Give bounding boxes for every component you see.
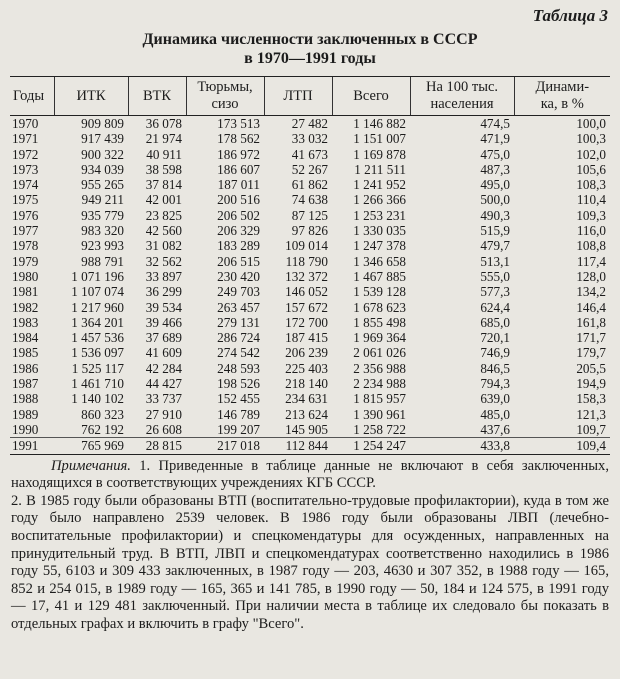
cell-vtk: 36 078 bbox=[145, 116, 182, 131]
cell-ltp: 33 032 bbox=[291, 131, 328, 147]
cell-dynamics: 100,0 bbox=[576, 116, 606, 131]
cell-itk: 917 439 bbox=[81, 131, 124, 147]
table-row bbox=[10, 131, 610, 146]
cell-vtk: 31 082 bbox=[145, 238, 182, 254]
cell-ltp: 61 862 bbox=[291, 177, 328, 193]
cell-year: 1971 bbox=[12, 131, 39, 147]
cell-total: 1 258 722 bbox=[353, 421, 406, 437]
cell-dynamics: 102,0 bbox=[576, 146, 606, 162]
cell-itk: 1 364 201 bbox=[71, 314, 124, 330]
note-1-text: 1. Приведенные в таблице данные не включают в себя заключенных, находящихся в соответствующих учреждениях КГБ СССР. bbox=[11, 457, 609, 492]
cell-per100k: 555,0 bbox=[480, 268, 510, 284]
cell-year: 1989 bbox=[12, 406, 39, 422]
header-dynamics bbox=[514, 77, 610, 116]
cell-vtk: 23 825 bbox=[145, 207, 182, 223]
table-row bbox=[10, 407, 610, 422]
header-per100k bbox=[410, 77, 514, 116]
cell-dynamics: 179,7 bbox=[576, 345, 606, 361]
table-row bbox=[10, 361, 610, 376]
cell-dynamics: 110,4 bbox=[576, 192, 606, 208]
cell-prisons: 274 542 bbox=[217, 345, 260, 361]
cell-per100k: 474,5 bbox=[480, 116, 510, 131]
cell-vtk: 40 911 bbox=[146, 146, 182, 162]
cell-year: 1986 bbox=[12, 360, 39, 376]
cell-per100k: 685,0 bbox=[480, 314, 510, 330]
cell-total: 2 061 026 bbox=[353, 345, 406, 361]
cell-total: 1 815 957 bbox=[353, 391, 406, 407]
cell-itk: 935 779 bbox=[81, 207, 124, 223]
cell-dynamics: 194,9 bbox=[576, 376, 606, 392]
cell-prisons: 230 420 bbox=[217, 268, 260, 284]
cell-per100k: 437,6 bbox=[480, 421, 510, 437]
cell-year: 1977 bbox=[12, 223, 39, 239]
cell-itk: 765 969 bbox=[54, 438, 128, 454]
cell-year: 1988 bbox=[12, 391, 39, 407]
cell-total: 2 234 988 bbox=[353, 376, 406, 392]
cell-year: 1990 bbox=[12, 421, 39, 437]
cell-total: 1 151 007 bbox=[353, 131, 406, 147]
cell-itk: 955 265 bbox=[81, 177, 124, 193]
cell-per100k: 513,1 bbox=[480, 253, 510, 269]
cell-itk: 934 039 bbox=[81, 161, 124, 177]
cell-total: 1 346 658 bbox=[353, 253, 406, 269]
cell-per100k: 577,3 bbox=[480, 284, 510, 300]
cell-total: 1 211 511 bbox=[354, 161, 406, 177]
cell-vtk: 26 608 bbox=[145, 421, 182, 437]
cell-prisons: 200 516 bbox=[217, 192, 260, 208]
cell-prisons: 198 526 bbox=[217, 376, 260, 392]
cell-dynamics: 100,3 bbox=[576, 131, 606, 147]
cell-prisons: 187 011 bbox=[217, 177, 260, 193]
cell-ltp: 74 638 bbox=[291, 192, 328, 208]
cell-vtk: 41 609 bbox=[145, 345, 182, 361]
cell-vtk: 32 562 bbox=[145, 253, 182, 269]
header-dynamics-line2: ка, в % bbox=[540, 96, 584, 112]
cell-ltp: 206 239 bbox=[285, 345, 328, 361]
cell-total: 1 390 961 bbox=[353, 406, 406, 422]
cell-vtk: 42 560 bbox=[145, 223, 182, 239]
cell-dynamics: 108,3 bbox=[576, 177, 606, 193]
table-row bbox=[10, 284, 610, 299]
cell-prisons: 178 562 bbox=[217, 131, 260, 147]
cell-prisons: 183 289 bbox=[217, 238, 260, 254]
cell-vtk: 33 737 bbox=[145, 391, 182, 407]
cell-year: 1991 bbox=[10, 438, 54, 454]
table-row bbox=[10, 300, 610, 315]
cell-prisons: 206 515 bbox=[217, 253, 260, 269]
cell-prisons: 248 593 bbox=[217, 360, 260, 376]
cell-ltp: 112 844 bbox=[264, 438, 332, 454]
table-row bbox=[10, 315, 610, 330]
table-row bbox=[10, 238, 610, 253]
cell-itk: 1 461 710 bbox=[71, 376, 124, 392]
cell-ltp: 145 905 bbox=[285, 421, 328, 437]
header-vtk: ВТК bbox=[128, 77, 186, 116]
note-2: 2. В 1985 году были образованы ВТП (воспитательно-трудовые профилактории), куда в том же году было направлено 2539 человек. В 1986 году были образованы ЛВП (лечебно-воспитательные профилактории) и спецкомендатуры для осужденных, направленных на принудительный труд. В ВТП, ЛВП и спецкомендатурах соответственно находились в 1986 году 55, 6103 и 309 433 заключенных, в 1987 году — 203, 4630 и 307 352, в 1988 году — 165, 852 и 254 015, в 1989 году — 165, 365 и 141 785, в 1990 году — 50, 184 и 124 575, в 1991 году — 17, 41 и 129 481 заключенный. При наличии места в таблице их следовало бы показать в отдельных графах и включить в графу "Всего". bbox=[11, 492, 609, 632]
cell-prisons: 279 131 bbox=[217, 314, 260, 330]
cell-prisons: 186 972 bbox=[217, 146, 260, 162]
cell-per100k: 490,3 bbox=[480, 207, 510, 223]
cell-ltp: 132 372 bbox=[285, 268, 328, 284]
cell-itk: 923 993 bbox=[81, 238, 124, 254]
header-per100k-line2: населения bbox=[430, 96, 494, 112]
cell-per100k: 471,9 bbox=[480, 131, 510, 147]
cell-vtk: 21 974 bbox=[145, 131, 182, 147]
cell-dynamics: 171,7 bbox=[576, 330, 606, 346]
cell-per100k: 624,4 bbox=[480, 299, 510, 315]
header-ltp: ЛТП bbox=[264, 77, 332, 116]
table-row bbox=[10, 254, 610, 269]
title-line-2: в 1970—1991 годы bbox=[244, 50, 376, 67]
cell-ltp: 41 673 bbox=[291, 146, 328, 162]
cell-year: 1970 bbox=[12, 116, 39, 131]
cell-ltp: 218 140 bbox=[285, 376, 328, 392]
cell-vtk: 33 897 bbox=[145, 268, 182, 284]
cell-vtk: 39 466 bbox=[145, 314, 182, 330]
table-row bbox=[10, 147, 610, 162]
cell-prisons: 173 513 bbox=[217, 116, 260, 131]
note-1 bbox=[11, 458, 609, 493]
cell-prisons: 249 703 bbox=[217, 284, 260, 300]
header-dynamics-line1: Динами- bbox=[535, 79, 590, 95]
cell-itk: 860 323 bbox=[81, 406, 124, 422]
cell-ltp: 157 672 bbox=[285, 299, 328, 315]
cell-year: 1980 bbox=[12, 268, 39, 284]
cell-per100k: 479,7 bbox=[480, 238, 510, 254]
cell-total: 1 539 128 bbox=[353, 284, 406, 300]
cell-prisons: 186 607 bbox=[217, 161, 260, 177]
cell-ltp: 225 403 bbox=[285, 360, 328, 376]
table-row bbox=[10, 345, 610, 360]
cell-vtk: 38 598 bbox=[145, 161, 182, 177]
cell-itk: 1 071 196 bbox=[71, 268, 124, 284]
notes-lead: Примечания. bbox=[51, 457, 131, 474]
cell-total: 1 241 952 bbox=[353, 177, 406, 193]
cell-dynamics: 121,3 bbox=[576, 406, 606, 422]
cell-per100k: 485,0 bbox=[480, 406, 510, 422]
cell-ltp: 118 790 bbox=[285, 253, 328, 269]
cell-total: 1 330 035 bbox=[353, 223, 406, 239]
header-total: Всего bbox=[332, 77, 410, 116]
table-row bbox=[10, 223, 610, 238]
cell-per100k: 475,0 bbox=[480, 146, 510, 162]
cell-dynamics: 109,3 bbox=[576, 207, 606, 223]
header-years: Годы bbox=[10, 77, 54, 116]
cell-itk: 762 192 bbox=[81, 421, 124, 437]
cell-prisons: 206 502 bbox=[217, 207, 260, 223]
cell-vtk: 27 910 bbox=[145, 406, 182, 422]
cell-itk: 909 809 bbox=[81, 116, 124, 131]
header-itk: ИТК bbox=[54, 77, 128, 116]
cell-ltp: 146 052 bbox=[285, 284, 328, 300]
cell-vtk: 28 815 bbox=[128, 438, 186, 454]
cell-year: 1981 bbox=[12, 284, 39, 300]
cell-total: 1 969 364 bbox=[353, 330, 406, 346]
cell-dynamics: 109,4 bbox=[514, 438, 610, 454]
table-body bbox=[10, 116, 610, 455]
cell-prisons: 206 329 bbox=[217, 223, 260, 239]
cell-prisons: 263 457 bbox=[217, 299, 260, 315]
cell-prisons: 217 018 bbox=[186, 438, 264, 454]
cell-dynamics: 158,3 bbox=[576, 391, 606, 407]
cell-total: 1 253 231 bbox=[353, 207, 406, 223]
cell-ltp: 187 415 bbox=[285, 330, 328, 346]
cell-ltp: 172 700 bbox=[285, 314, 328, 330]
header-prisons bbox=[186, 77, 264, 116]
cell-year: 1974 bbox=[12, 177, 39, 193]
cell-itk: 1 457 536 bbox=[71, 330, 124, 346]
cell-year: 1987 bbox=[12, 376, 39, 392]
cell-prisons: 199 207 bbox=[217, 421, 260, 437]
cell-itk: 983 320 bbox=[81, 223, 124, 239]
cell-itk: 988 791 bbox=[81, 253, 124, 269]
cell-per100k: 487,3 bbox=[480, 161, 510, 177]
cell-dynamics: 116,0 bbox=[576, 223, 606, 239]
table-row bbox=[10, 192, 610, 207]
cell-vtk: 44 427 bbox=[145, 376, 182, 392]
cell-per100k: 500,0 bbox=[480, 192, 510, 208]
cell-total: 1 169 878 bbox=[353, 146, 406, 162]
cell-year: 1983 bbox=[12, 314, 39, 330]
title-line-1: Динамика численности заключенных в СССР bbox=[142, 31, 478, 48]
table-row bbox=[10, 269, 610, 284]
cell-dynamics: 205,5 bbox=[576, 360, 606, 376]
cell-year: 1985 bbox=[12, 345, 39, 361]
cell-year: 1975 bbox=[12, 192, 39, 208]
cell-year: 1978 bbox=[12, 238, 39, 254]
cell-dynamics: 105,6 bbox=[576, 161, 606, 177]
cell-itk: 900 322 bbox=[81, 146, 124, 162]
cell-total: 1 678 623 bbox=[353, 299, 406, 315]
cell-vtk: 37 689 bbox=[145, 330, 182, 346]
table-row bbox=[10, 208, 610, 223]
cell-itk: 1 107 074 bbox=[71, 284, 124, 300]
cell-vtk: 36 299 bbox=[145, 284, 182, 300]
header-prisons-line1: Тюрьмы, bbox=[197, 79, 253, 95]
cell-per100k: 794,3 bbox=[480, 376, 510, 392]
cell-per100k: 515,9 bbox=[480, 223, 510, 239]
cell-total: 1 266 366 bbox=[353, 192, 406, 208]
table-row bbox=[10, 376, 610, 391]
cell-per100k: 433,8 bbox=[410, 438, 514, 454]
table-row bbox=[10, 422, 610, 438]
cell-itk: 1 140 102 bbox=[71, 391, 124, 407]
cell-year: 1979 bbox=[12, 253, 39, 269]
table-row bbox=[10, 391, 610, 406]
table-row bbox=[10, 177, 610, 192]
cell-itk: 1 217 960 bbox=[71, 299, 124, 315]
table-row bbox=[10, 116, 610, 132]
cell-dynamics: 128,0 bbox=[576, 268, 606, 284]
cell-year: 1984 bbox=[12, 330, 39, 346]
cell-vtk: 42 284 bbox=[145, 360, 182, 376]
cell-dynamics: 146,4 bbox=[576, 299, 606, 315]
cell-total: 2 356 988 bbox=[353, 360, 406, 376]
cell-per100k: 639,0 bbox=[480, 391, 510, 407]
cell-ltp: 234 631 bbox=[285, 391, 328, 407]
cell-per100k: 720,1 bbox=[480, 330, 510, 346]
header-prisons-line2: сизо bbox=[211, 96, 239, 112]
cell-ltp: 52 267 bbox=[291, 161, 328, 177]
cell-prisons: 286 724 bbox=[217, 330, 260, 346]
cell-total: 1 254 247 bbox=[332, 438, 410, 454]
notes-section bbox=[10, 458, 610, 634]
cell-dynamics: 117,4 bbox=[576, 253, 606, 269]
cell-dynamics: 161,8 bbox=[576, 314, 606, 330]
cell-itk: 949 211 bbox=[81, 192, 124, 208]
cell-ltp: 97 826 bbox=[291, 223, 328, 239]
cell-itk: 1 536 097 bbox=[71, 345, 124, 361]
cell-total: 1 247 378 bbox=[353, 238, 406, 254]
table-row bbox=[10, 438, 610, 454]
cell-total: 1 855 498 bbox=[353, 314, 406, 330]
cell-total: 1 467 885 bbox=[353, 268, 406, 284]
cell-per100k: 495,0 bbox=[480, 177, 510, 193]
cell-year: 1982 bbox=[12, 299, 39, 315]
cell-ltp: 27 482 bbox=[291, 116, 328, 131]
cell-ltp: 213 624 bbox=[285, 406, 328, 422]
cell-vtk: 39 534 bbox=[145, 299, 182, 315]
cell-dynamics: 108,8 bbox=[576, 238, 606, 254]
cell-prisons: 146 789 bbox=[217, 406, 260, 422]
cell-ltp: 87 125 bbox=[291, 207, 328, 223]
header-per100k-line1: На 100 тыс. bbox=[425, 79, 499, 95]
cell-year: 1976 bbox=[12, 207, 39, 223]
cell-ltp: 109 014 bbox=[285, 238, 328, 254]
cell-total: 1 146 882 bbox=[353, 116, 406, 131]
cell-year: 1972 bbox=[12, 146, 39, 162]
table-row bbox=[10, 330, 610, 345]
cell-prisons: 152 455 bbox=[217, 391, 260, 407]
table-label: Таблица 3 bbox=[532, 6, 608, 25]
cell-per100k: 746,9 bbox=[480, 345, 510, 361]
table-header-row bbox=[10, 77, 610, 116]
table-title bbox=[10, 30, 610, 70]
cell-per100k: 846,5 bbox=[480, 360, 510, 376]
cell-vtk: 42 001 bbox=[145, 192, 182, 208]
cell-itk: 1 525 117 bbox=[71, 360, 124, 376]
cell-year: 1973 bbox=[12, 161, 39, 177]
cell-vtk: 37 814 bbox=[145, 177, 182, 193]
table-row bbox=[10, 162, 610, 177]
cell-dynamics: 109,7 bbox=[576, 421, 606, 437]
prisoners-table bbox=[10, 76, 610, 455]
cell-dynamics: 134,2 bbox=[576, 284, 606, 300]
